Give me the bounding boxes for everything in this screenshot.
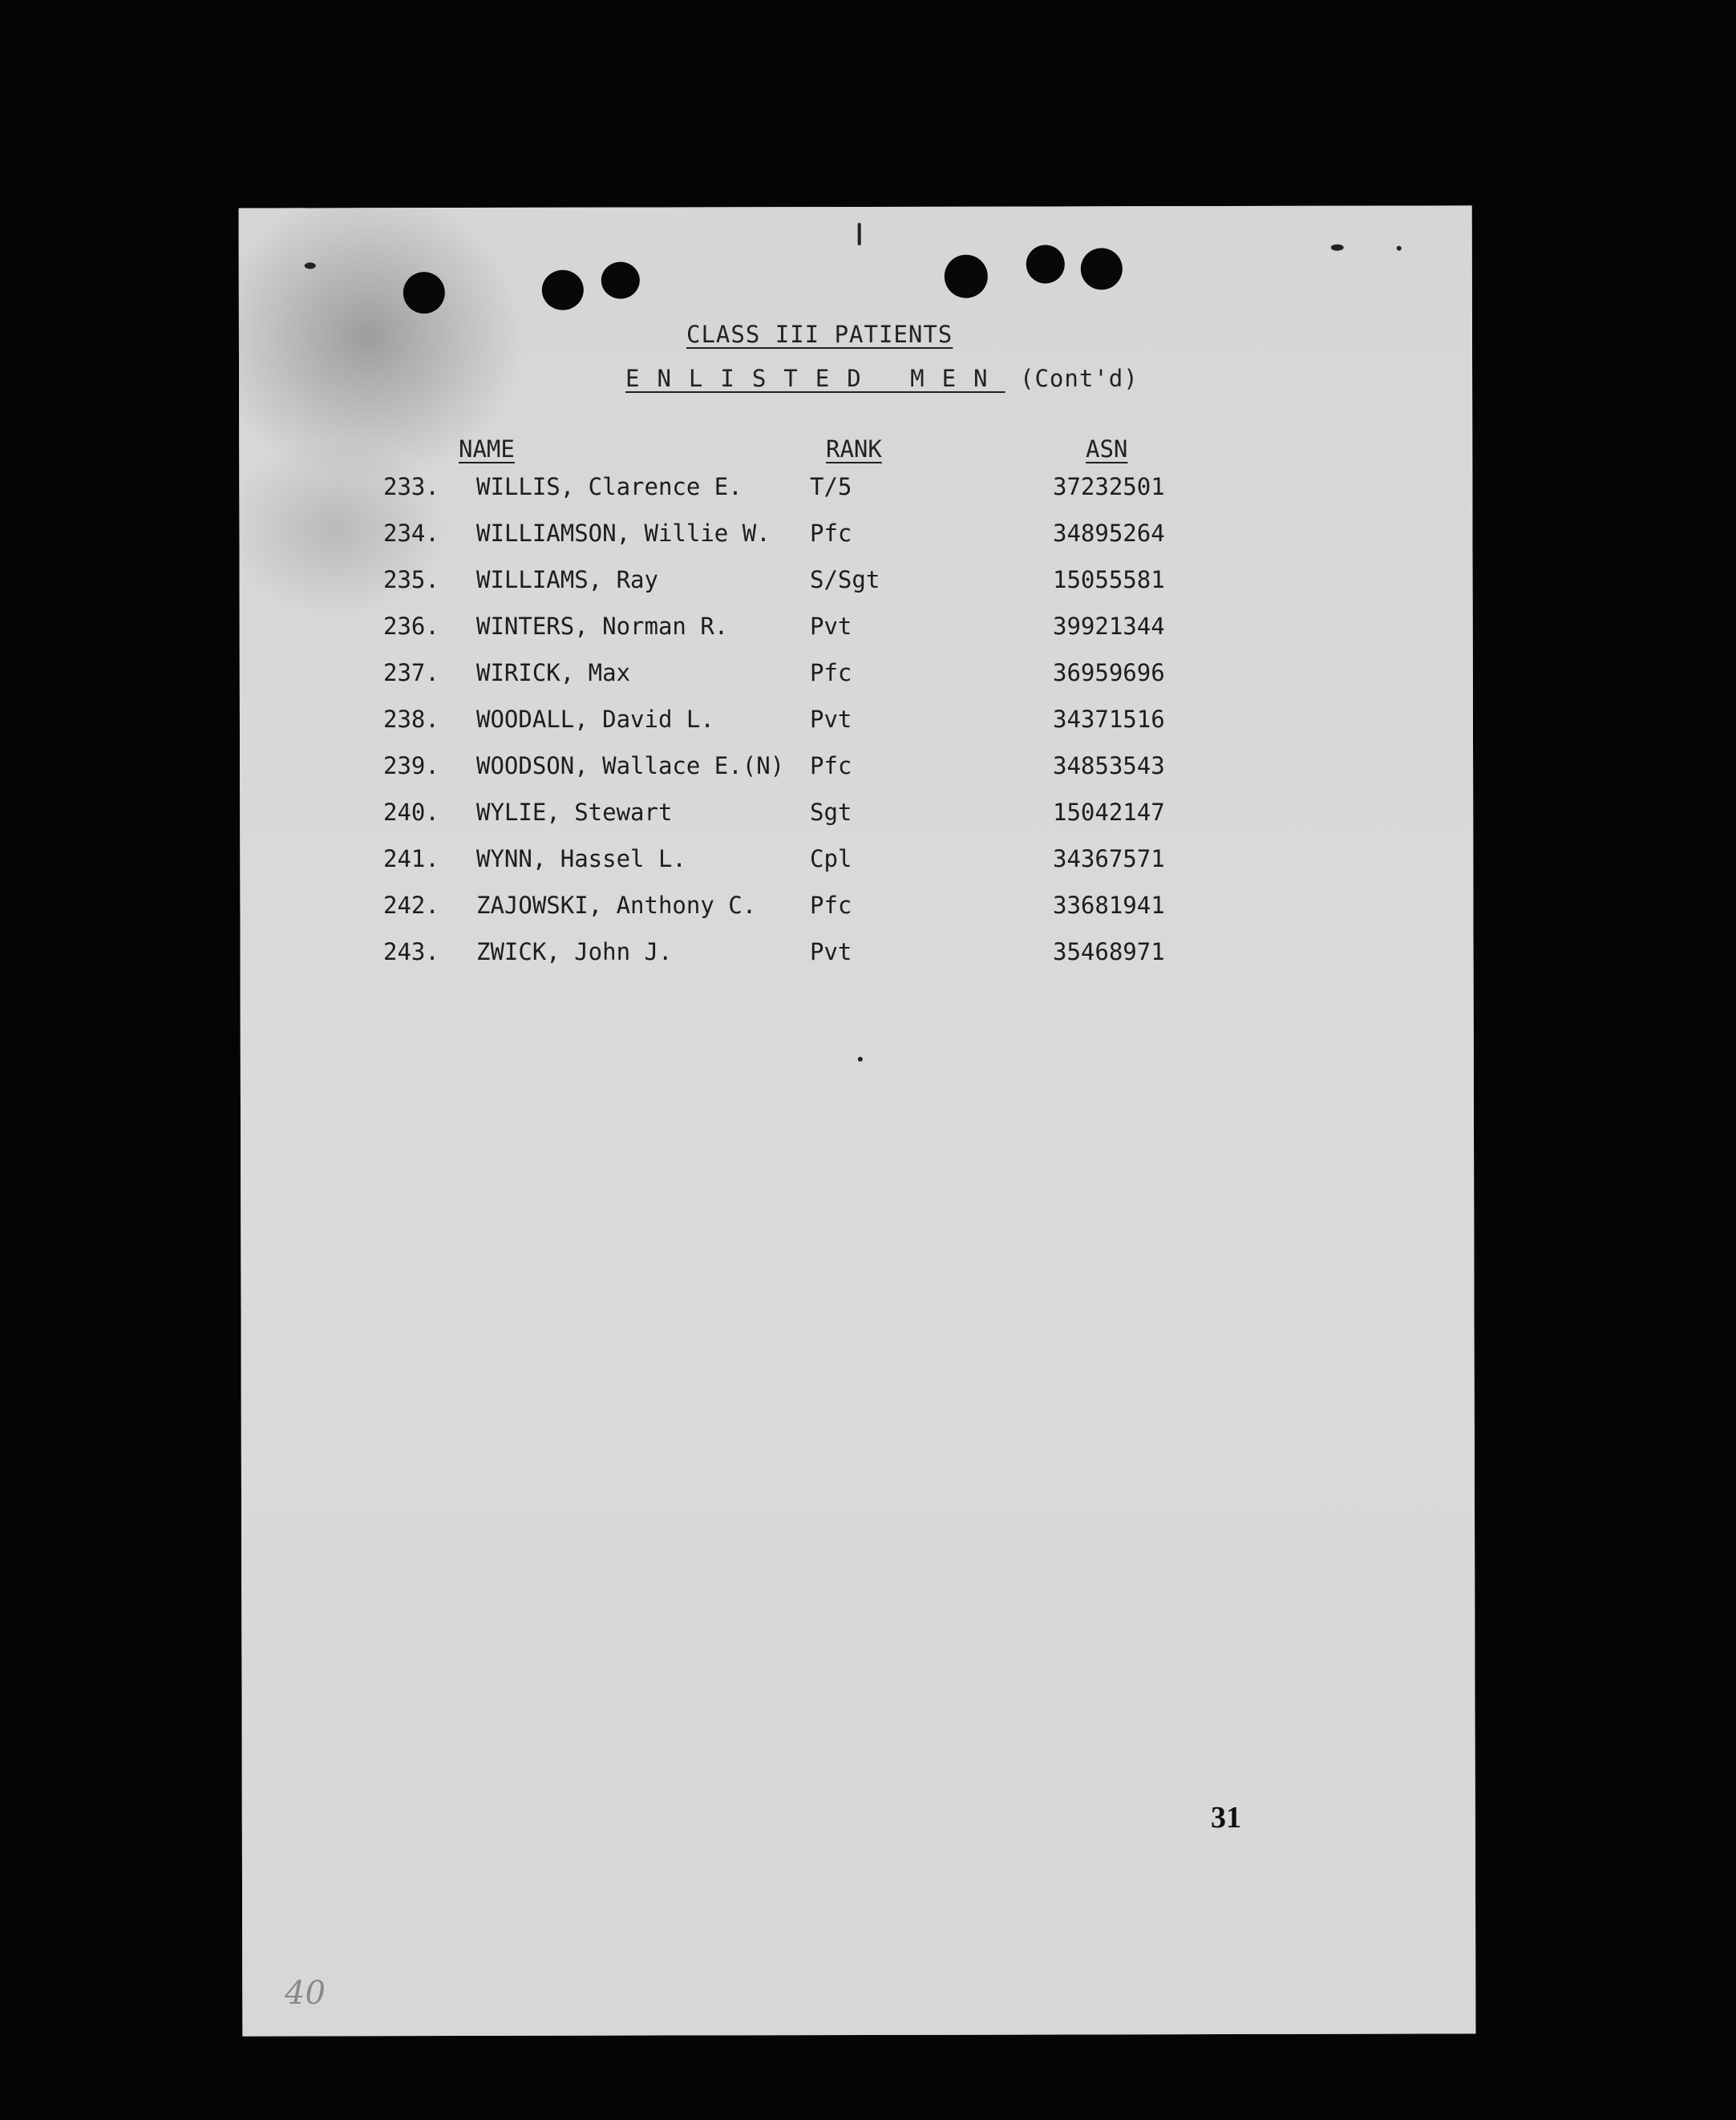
patient-asn: 39921344 [1053, 613, 1165, 640]
row-number: 243. [383, 938, 439, 965]
table-row [0, 938, 1736, 985]
patient-name: ZAJOWSKI, Anthony C. [476, 892, 757, 919]
row-number: 237. [383, 659, 439, 686]
row-number: 233. [383, 473, 439, 500]
patient-asn: 33681941 [1053, 892, 1165, 919]
table-row [0, 659, 1736, 706]
patient-asn: 34853543 [1053, 752, 1165, 779]
paper-speck [305, 262, 316, 269]
patient-rank: S/Sgt [810, 566, 880, 593]
patient-rank: Pfc [810, 752, 852, 779]
row-number: 242. [383, 892, 439, 919]
punch-hole [1081, 248, 1123, 289]
patient-asn: 37232501 [1053, 473, 1165, 500]
table-row [0, 752, 1736, 799]
table-row [0, 520, 1736, 566]
subtitle-suffix: (Cont'd) [1019, 365, 1139, 392]
patient-name: WYLIE, Stewart [476, 799, 673, 826]
patient-name: WIRICK, Max [476, 659, 631, 686]
table-row [0, 613, 1736, 659]
row-number: 239. [383, 752, 439, 779]
column-header-name: NAME [459, 435, 515, 463]
paper-speck [858, 1057, 863, 1062]
patient-name: WYNN, Hassel L. [476, 845, 686, 872]
punch-hole [1026, 245, 1065, 283]
patient-name: WINTERS, Norman R. [476, 613, 729, 640]
paper-speck [1397, 246, 1402, 251]
column-header-rank: RANK [826, 435, 882, 463]
patient-rank: Pfc [810, 892, 852, 919]
paper-speck [1331, 245, 1344, 251]
patient-asn: 34895264 [1053, 520, 1165, 547]
table-row [0, 566, 1736, 613]
table-row [0, 473, 1736, 520]
patient-asn: 15042147 [1053, 799, 1165, 826]
table-row [0, 799, 1736, 845]
document-title: CLASS III PATIENTS [686, 321, 953, 348]
table-row [0, 892, 1736, 938]
patient-asn: 36959696 [1053, 659, 1165, 686]
patient-rank: Pvt [810, 938, 852, 965]
patient-name: WILLIAMSON, Willie W. [476, 520, 771, 547]
row-number: 236. [383, 613, 439, 640]
row-number: 238. [383, 706, 439, 733]
patient-rank: Sgt [810, 799, 852, 826]
row-number: 234. [383, 520, 439, 547]
punch-hole [945, 255, 988, 298]
patient-rank: T/5 [810, 473, 852, 500]
patient-asn: 34371516 [1053, 706, 1165, 733]
pencil-annotation: 40 [285, 1975, 326, 2012]
table-row [0, 706, 1736, 752]
row-number: 240. [383, 799, 439, 826]
punch-hole [601, 262, 640, 299]
patient-rank: Pvt [810, 613, 852, 640]
patient-asn: 15055581 [1053, 566, 1165, 593]
table-row [0, 845, 1736, 892]
paper-speck [858, 223, 861, 245]
row-number: 235. [383, 566, 439, 593]
patient-asn: 34367571 [1053, 845, 1165, 872]
punch-hole [542, 270, 584, 310]
subtitle-main: ENLISTED MEN [625, 365, 1006, 392]
patient-name: WOODALL, David L. [476, 706, 714, 733]
patient-name: WILLIS, Clarence E. [476, 473, 743, 500]
document-subtitle [625, 365, 1139, 392]
patient-asn: 35468971 [1053, 938, 1165, 965]
column-header-asn: ASN [1086, 435, 1128, 463]
patient-rank: Pfc [810, 520, 852, 547]
row-number: 241. [383, 845, 439, 872]
patient-rank: Pvt [810, 706, 852, 733]
punch-hole [403, 272, 445, 314]
page-number: 31 [1211, 1801, 1241, 1835]
patient-rank: Cpl [810, 845, 852, 872]
patient-name: ZWICK, John J. [476, 938, 673, 965]
patient-name: WOODSON, Wallace E.(N) [476, 752, 785, 779]
patient-rank: Pfc [810, 659, 852, 686]
patient-name: WILLIAMS, Ray [476, 566, 658, 593]
